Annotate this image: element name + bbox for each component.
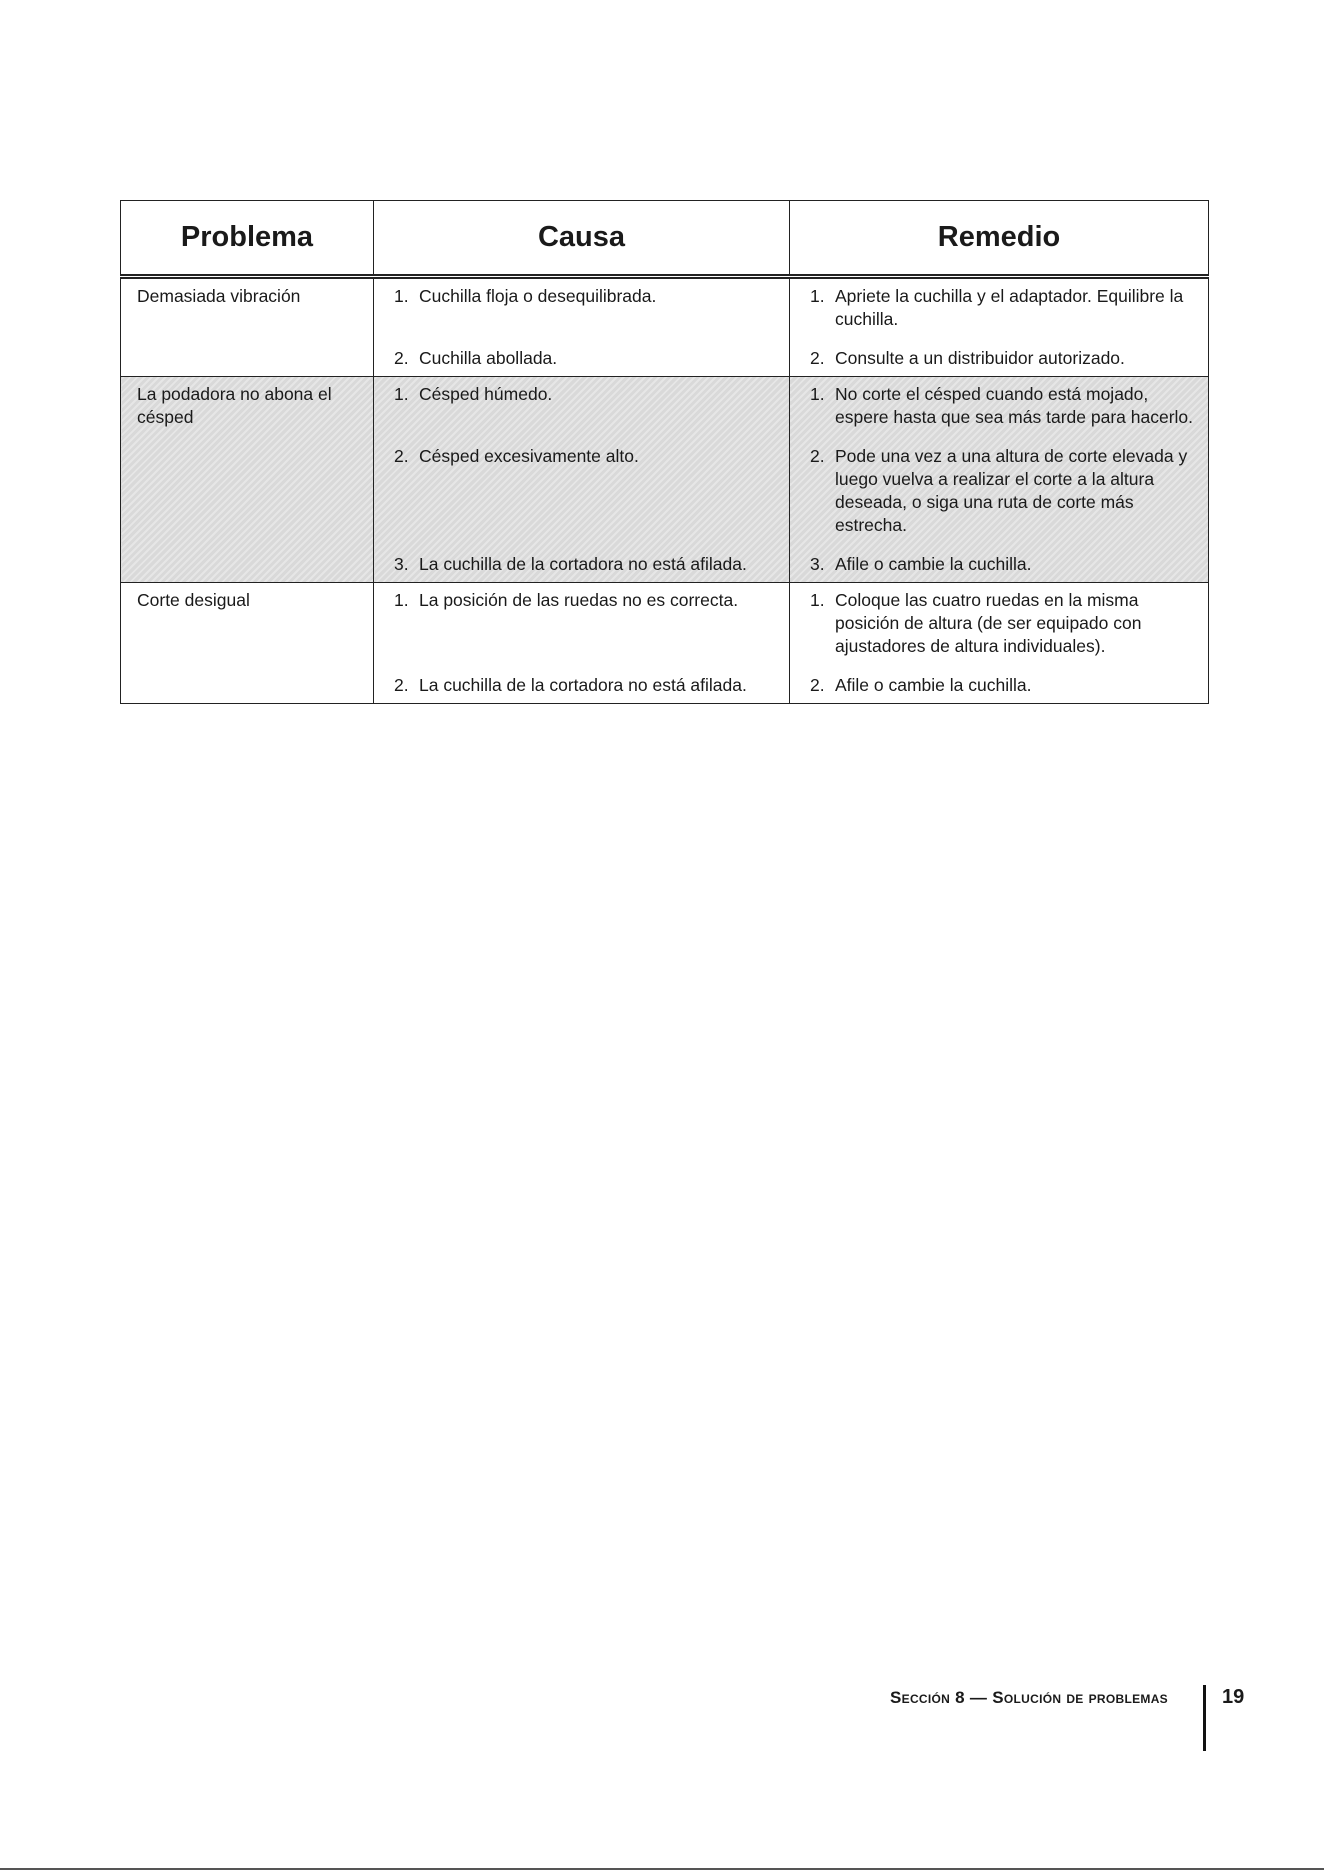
table-row [121,583,1209,704]
list-item: 2. La cuchilla de la cortadora no está afilada. [394,675,747,695]
list-item: 1. La posición de las ruedas no es correcta. [394,590,739,610]
list-item: 1. No corte el césped cuando está mojado, espere hasta que sea más tarde para hacerlo. [810,384,1193,427]
list-item: 1. Coloque las cuatro ruedas en la misma posición de altura (de ser equipado con ajustadores de altura individuales). [810,590,1142,656]
cause-cell [374,377,790,583]
header-causa: Causa [374,201,790,277]
remedy-list [810,589,1196,697]
page-number: 19 [1222,1686,1245,1708]
table-header-row [121,201,1209,277]
list-item: 2. Césped excesivamente alto. [394,446,639,466]
list-item: 1. Apriete la cuchilla y el adaptador. Equilibre la cuchilla. [810,286,1184,329]
list-item: 2. Cuchilla abollada. [394,348,558,368]
cause-cell [374,277,790,377]
remedy-cell [790,583,1209,704]
troubleshooting-table [120,200,1209,704]
list-item: 1. Cuchilla floja o desequilibrada. [394,286,657,306]
page-bottom-rule [0,1868,1324,1870]
problem-cell: La podadora no abona el césped [121,377,374,583]
cause-cell [374,583,790,704]
problem-cell: Demasiada vibración [121,277,374,377]
list-item: 2. Consulte a un distribuidor autorizado. [810,348,1125,368]
table-row [121,377,1209,583]
list-item: 1. Césped húmedo. [394,384,553,404]
remedy-list [810,285,1196,370]
list-item: 2. Pode una vez a una altura de corte elevada y luego vuelva a realizar el corte a la altura deseada, o siga una ruta de corte más estrecha. [810,446,1188,535]
list-item: 3. Afile o cambie la cuchilla. [810,554,1032,574]
cause-list [394,285,777,370]
remedy-cell [790,277,1209,377]
problem-cell: Corte desigual [121,583,374,704]
footer-divider [1203,1685,1206,1751]
footer-section-title: Sección 8 — Solución de problemas [890,1688,1168,1707]
cause-list [394,383,777,576]
table-row [121,277,1209,377]
list-item: 3. La cuchilla de la cortadora no está afilada. [394,554,747,574]
remedy-cell [790,377,1209,583]
header-remedio: Remedio [790,201,1209,277]
list-item: 2. Afile o cambie la cuchilla. [810,675,1032,695]
cause-list [394,589,777,697]
remedy-list [810,383,1196,576]
header-problema: Problema [121,201,374,277]
